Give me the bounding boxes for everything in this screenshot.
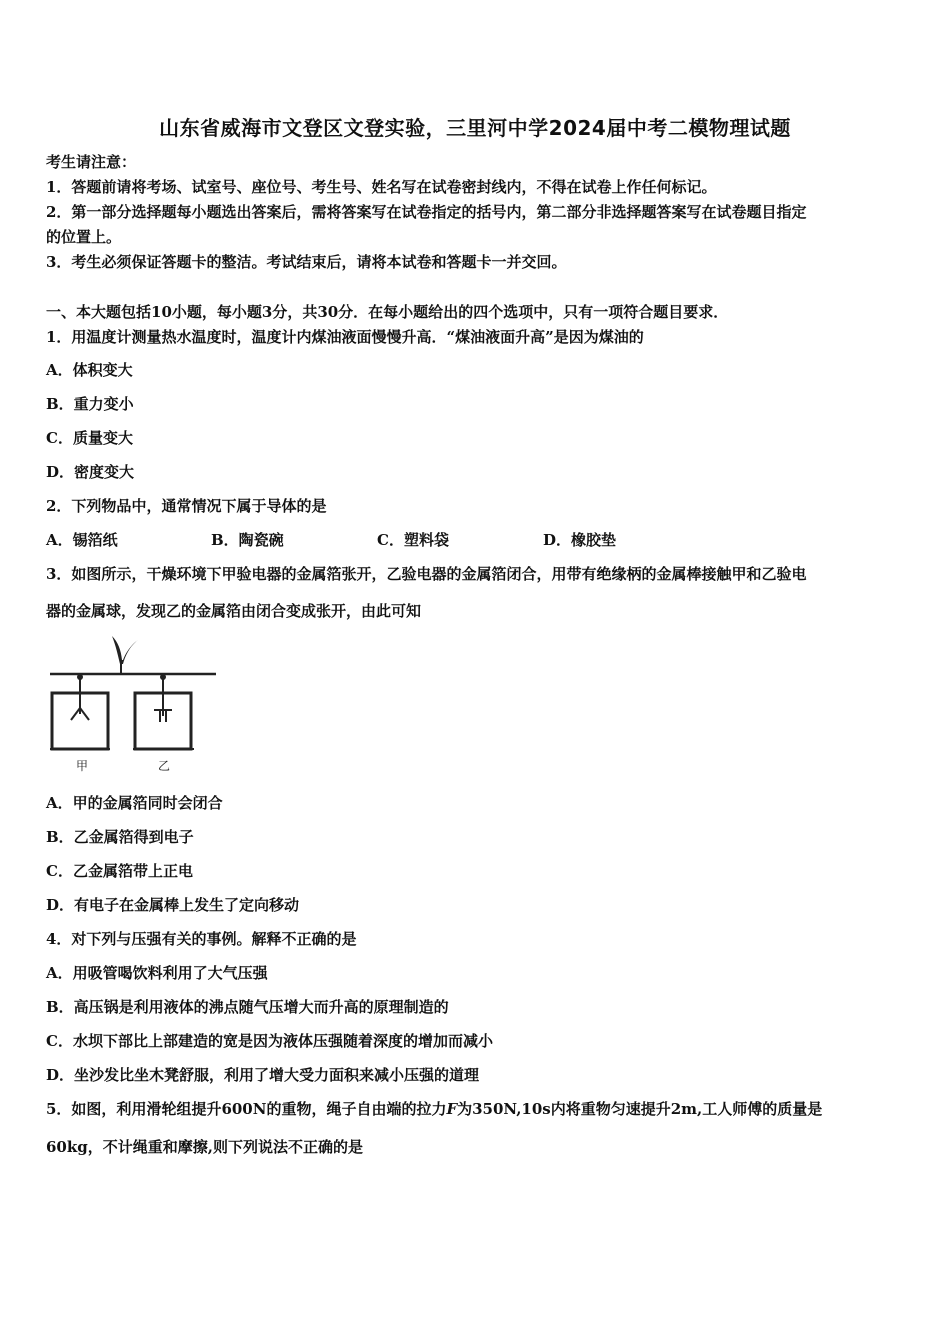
q1-option-d: D．密度变大 — [46, 463, 135, 481]
q5-stem-part-b: 为350N,10s内将重物匀速提升2m,工人师傅的质量是 — [457, 1100, 823, 1118]
q3-option-b: B．乙金属箔得到电子 — [46, 828, 194, 846]
q5-stem-line2: 60kg，不计绳重和摩擦,则下列说法不正确的是 — [46, 1138, 363, 1156]
q1-option-a: A．体积变大 — [46, 361, 133, 379]
notice-item-2-cont: 的位置上。 — [46, 228, 122, 246]
q5-force-var: F — [446, 1100, 458, 1118]
section-heading: 一、本大题包括10小题，每小题3分，共30分．在每小题给出的四个选项中，只有一项符合题目要求． — [46, 303, 729, 321]
q3-option-a: A．甲的金属箔同时会闭合 — [46, 794, 223, 812]
q4-option-c: C．水坝下部比上部建造的宽是因为液体压强随着深度的增加而减小 — [46, 1032, 493, 1050]
q1-option-c: C．质量变大 — [46, 429, 133, 447]
notice-heading: 考生请注意： — [46, 153, 137, 171]
q2-stem: 2．下列物品中，通常情况下属于导体的是 — [46, 497, 327, 515]
q1-option-b: B．重力变小 — [46, 395, 134, 413]
q4-option-d: D．坐沙发比坐木凳舒服，利用了增大受力面积来减小压强的道理 — [46, 1066, 480, 1084]
q2-option-a: A．锡箔纸 — [46, 531, 118, 549]
jia-foil-left — [71, 708, 80, 720]
q3-option-c: C．乙金属箔带上正电 — [46, 862, 193, 880]
q2-option-b: B．陶瓷碗 — [211, 531, 284, 549]
electroscope-jia — [50, 674, 110, 749]
q4-option-b: B．高压锅是利用液体的沸点随气压增大而升高的原理制造的 — [46, 998, 449, 1016]
q2-options — [46, 530, 906, 550]
q4-option-a: A．用吸管喝饮料利用了大气压强 — [46, 964, 268, 982]
q3-stem-line2: 器的金属球，发现乙的金属箔由闭合变成张开，由此可知 — [46, 602, 422, 620]
q1-stem: 1．用温度计测量热水温度时，温度计内煤油液面慢慢升高．“煤油液面升高”是因为煤油的 — [46, 328, 644, 346]
notice-item-1: 1．答题前请将考场、试室号、座位号、考生号、姓名写在试卷密封线内，不得在试卷上作任何标记。 — [46, 178, 717, 196]
insulated-handle-icon — [112, 636, 138, 664]
q3-option-d: D．有电子在金属棒上发生了定向移动 — [46, 896, 300, 914]
q4-stem: 4．对下列与压强有关的事例。解释不正确的是 — [46, 930, 357, 948]
label-jia: 甲 — [75, 759, 89, 773]
q5-stem-part-a: 5．如图，利用滑轮组提升600N的重物，绳子自由端的拉力 — [46, 1100, 447, 1118]
q5-stem-line1 — [46, 1099, 822, 1119]
notice-item-3: 3．考生必须保证答题卡的整洁。考试结束后，请将本试卷和答题卡一并交回。 — [46, 253, 567, 271]
q2-option-d: D．橡胶垫 — [543, 531, 617, 549]
q2-option-c: C．塑料袋 — [377, 531, 449, 549]
electroscope-figure — [46, 636, 216, 776]
electroscope-yi — [133, 674, 194, 749]
notice-item-2: 2．第一部分选择题每小题选出答案后，需将答案写在试卷指定的括号内，第二部分非选择题答案写在试卷题目指定 — [46, 203, 807, 221]
jia-foil-right — [80, 708, 89, 720]
q3-stem-line1: 3．如图所示，干燥环境下甲验电器的金属箔张开，乙验电器的金属箔闭合，用带有绝缘柄的金属棒接触甲和乙验电 — [46, 565, 807, 583]
label-yi: 乙 — [157, 759, 171, 773]
page-title: 山东省威海市文登区文登实验，三里河中学2024届中考二模物理试题 — [159, 116, 791, 140]
